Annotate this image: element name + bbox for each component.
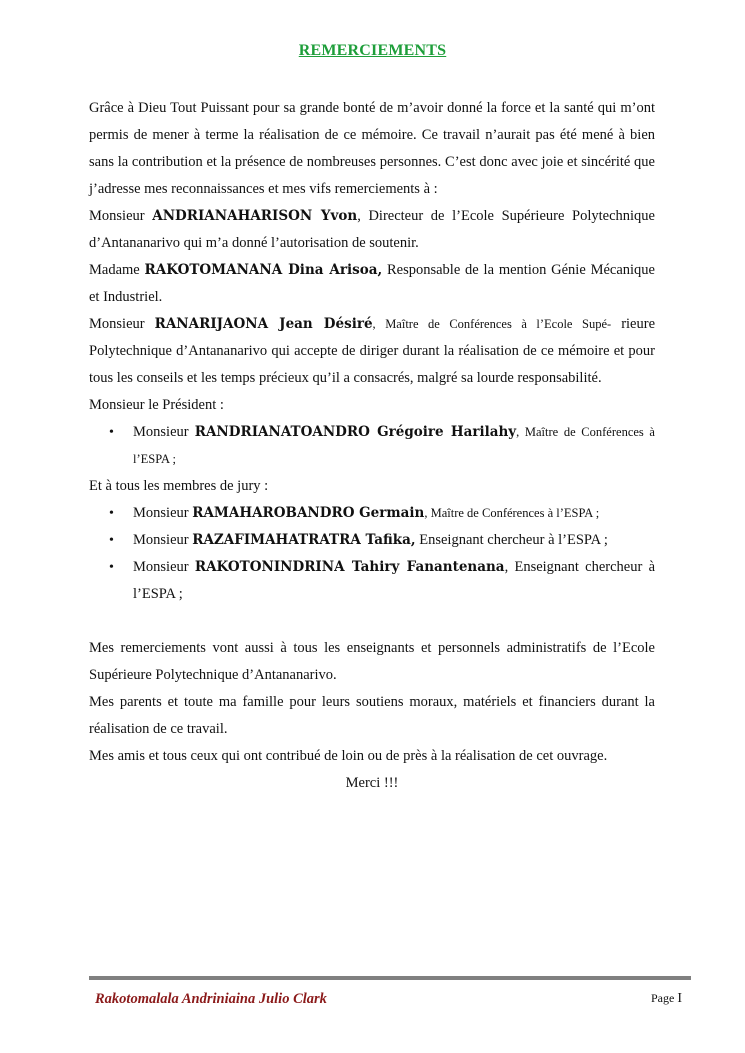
- spacer: [89, 608, 655, 635]
- thanks-rest: Responsable de la mention Génie Mécanique et Industriel.: [89, 262, 655, 305]
- jury-label: Et à tous les membres de jury :: [89, 478, 269, 494]
- page-number: I: [677, 991, 682, 1006]
- president-list: [89, 419, 655, 473]
- thanks-item: [89, 257, 655, 311]
- jury-list: [89, 500, 655, 608]
- thanks-name: RAKOTOMANANA Dina Arisoa,: [144, 262, 383, 278]
- footer-divider: [89, 976, 691, 980]
- member-name: RANDRIANATOANDRO Grégoire Harilahy: [194, 424, 517, 440]
- thanks-prefix: Monsieur: [89, 208, 153, 224]
- closing-paragraph: Mes parents et toute ma famille pour leurs soutiens moraux, matériels et financiers durant la réalisation de ce travail.: [89, 694, 655, 737]
- member-name: RAKOTONINDRINA Tahiry Fanantenana: [194, 559, 505, 575]
- document-body: [89, 95, 655, 797]
- member-rest: , Enseignant chercheur à l’ESPA ;: [133, 559, 656, 602]
- president-label: Monsieur le Président :: [89, 397, 224, 413]
- member-name: RAMAHAROBANDRO Germain: [192, 505, 425, 521]
- page-label: Page: [651, 991, 675, 1005]
- member-rest: , Maître de Conférences à l’ESPA ;: [133, 425, 655, 466]
- member-rest: Enseignant chercheur à l’ESPA ;: [415, 532, 608, 548]
- thanks-prefix: Monsieur: [89, 316, 155, 332]
- thanks-name: RANARIJAONA Jean Désiré: [154, 316, 373, 332]
- closing-paragraph: Mes remerciements vont aussi à tous les enseignants et personnels administratifs de l’Ecole Supérieure Polytechnique d’Antananarivo.: [89, 640, 655, 683]
- list-item: [109, 419, 655, 473]
- list-item: [109, 527, 655, 554]
- bullet-icon: •: [109, 560, 114, 575]
- thanks-rest: rieure Polytechnique d’Antananarivo qui accepte de diriger durant la réalisation de ce mémoire et pour tous les conseils et les temps précieux qu’il a consacrés, malgré sa lourde responsabilité.: [89, 316, 656, 386]
- member-prefix: Monsieur: [133, 559, 195, 575]
- thanks-rest: , Directeur de l’Ecole Supérieure Polytechnique d’Antananarivo qui m’a donné l’autorisation de soutenir.: [89, 208, 655, 251]
- intro-paragraph: Grâce à Dieu Tout Puissant pour sa grande bonté de m’avoir donné la force et la santé qui m’ont permis de mener à terme la réalisation de ce mémoire. Ce travail n’aurait pas été mené à bien sans la contribution et la présence de nombreuses personnes. C’est donc avec joie et sincérité que j’adresse mes reconnaissances et mes vifs remerciements à :: [89, 100, 655, 197]
- thanks-rest-small: , Maître de Conférences à l’Ecole Supé-: [372, 317, 612, 331]
- bullet-icon: •: [109, 533, 114, 548]
- member-prefix: Monsieur: [133, 424, 195, 440]
- bullet-icon: •: [109, 506, 114, 521]
- bullet-icon: •: [109, 425, 114, 440]
- page-title: REMERCIEMENTS: [298, 42, 447, 59]
- member-name: RAZAFIMAHATRATRA Tafika,: [192, 532, 416, 548]
- closing-paragraph: Mes amis et tous ceux qui ont contribué de loin ou de près à la réalisation de cet ouvrage.: [89, 748, 608, 764]
- footer-author: Rakotomalala Andriniaina Julio Clark: [95, 991, 327, 1007]
- member-prefix: Monsieur: [133, 505, 193, 521]
- thanks-prefix: Madame: [89, 262, 145, 278]
- thanks-item: [89, 311, 655, 392]
- footer-page-number: [651, 991, 682, 1007]
- list-item: [109, 500, 655, 527]
- thanks-item: [89, 203, 655, 257]
- thanks-name: ANDRIANAHARISON Yvon: [152, 208, 358, 224]
- list-item: [109, 554, 656, 608]
- member-rest: , Maître de Conférences à l’ESPA ;: [424, 506, 600, 520]
- merci-text: Merci !!!: [345, 775, 399, 791]
- member-prefix: Monsieur: [133, 532, 193, 548]
